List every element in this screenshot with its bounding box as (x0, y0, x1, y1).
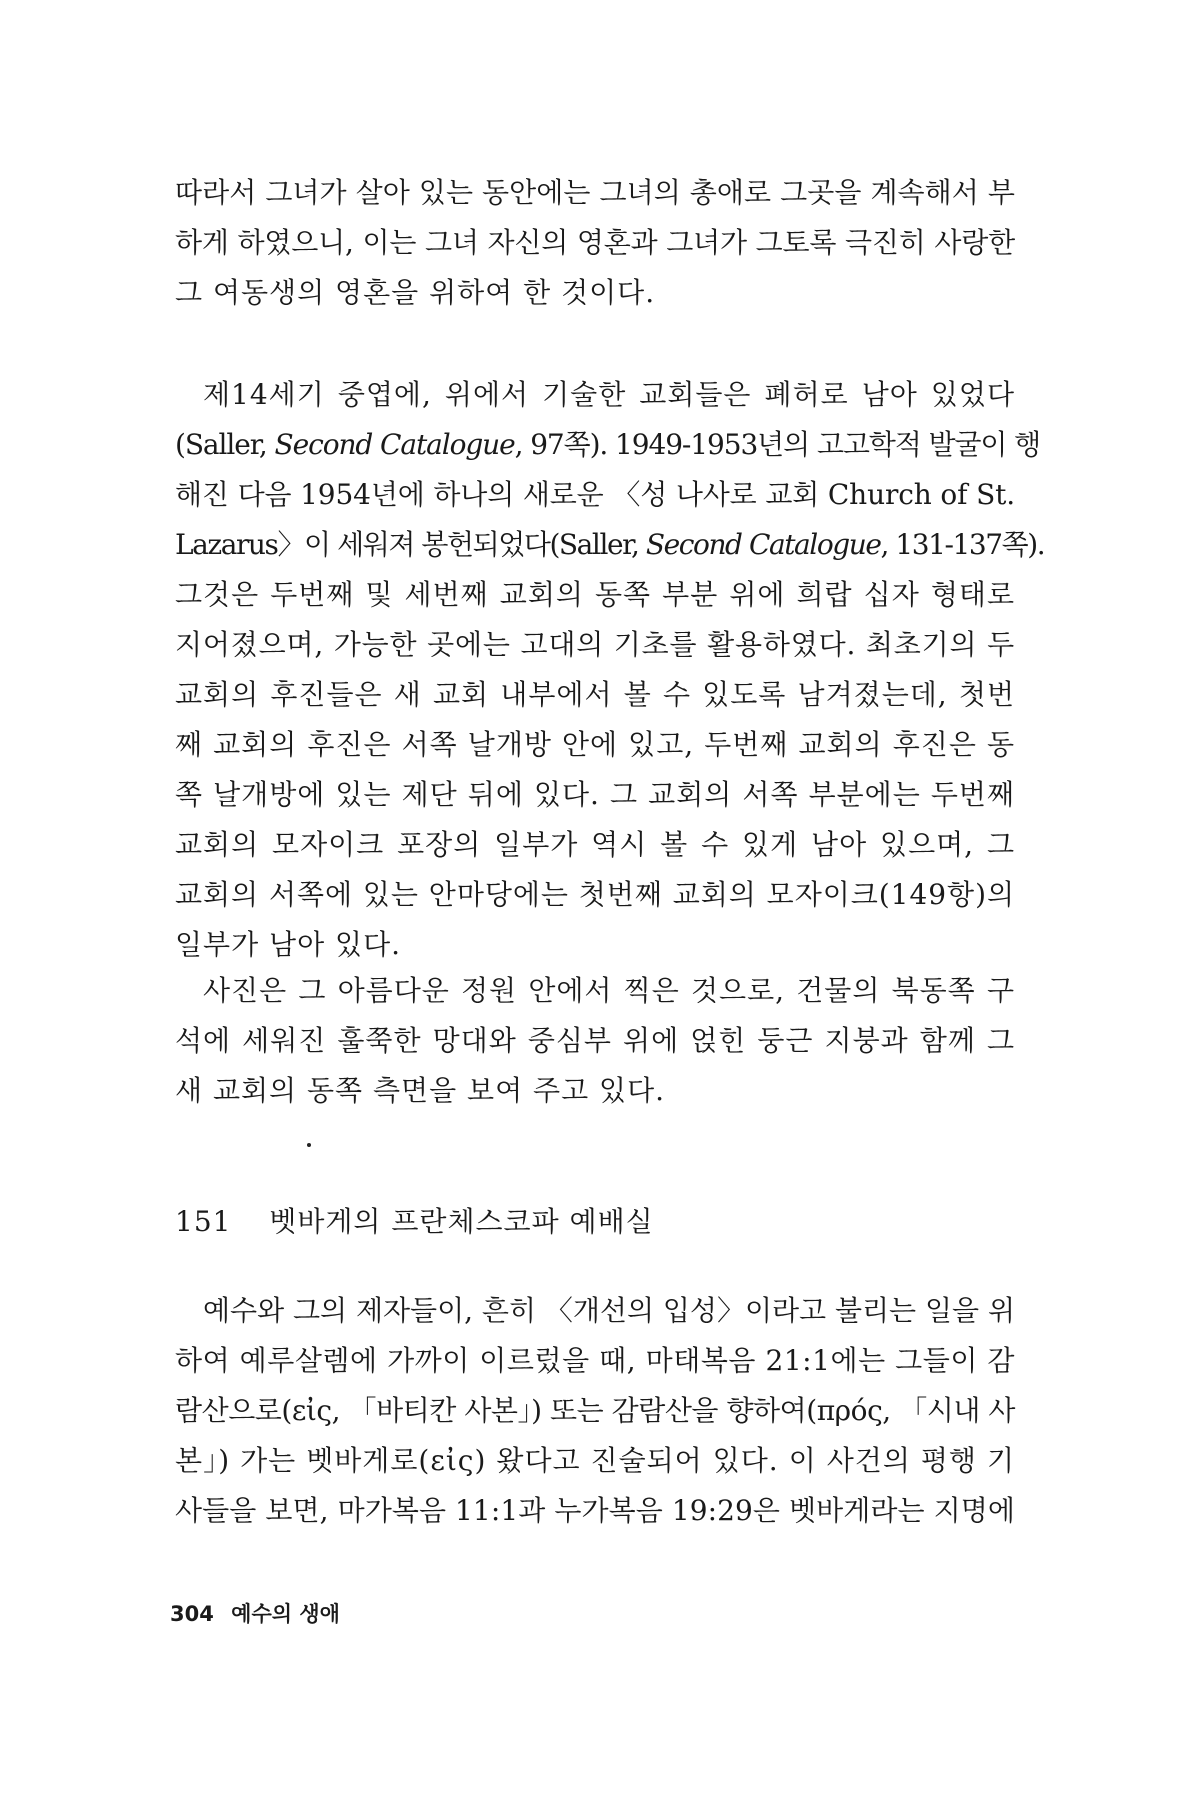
text-line: 쪽 날개방에 있는 제단 뒤에 있다. 그 교회의 서쪽 부분에는 두번째 (175, 778, 1015, 811)
section-heading (175, 1200, 654, 1240)
text-span: Lazarus〉이 세워져 봉헌되었다(Saller, (175, 528, 646, 561)
text-line: 사진은 그 아름다운 정원 안에서 찍은 것으로, 건물의 북동쪽 구 (203, 974, 1015, 1007)
text-line: 교회의 서쪽에 있는 안마당에는 첫번째 교회의 모자이크(149항)의 (175, 878, 1015, 911)
paragraph-1 (175, 168, 1015, 318)
section-title: 벳바게의 프란체스코파 예배실 (269, 1205, 654, 1238)
page-footer (170, 1598, 340, 1628)
running-title: 예수의 생애 (231, 1602, 340, 1626)
text-line: 일부가 남아 있다. (175, 928, 402, 961)
text-line: 사들을 보면, 마가복음 11:1과 누가복음 19:29은 벳바게라는 지명에 (175, 1494, 1015, 1527)
text-line: 교회의 후진들은 새 교회 내부에서 볼 수 있도록 남겨졌는데, 첫번 (175, 678, 1015, 711)
paragraph-3 (175, 966, 1015, 1116)
text-line: 하여 예루살렘에 가까이 이르렀을 때, 마태복음 21:1에는 그들이 감 (175, 1344, 1015, 1377)
text-line (175, 420, 1041, 470)
text-line (175, 520, 1045, 570)
text-span: , 97쪽). 1949-1953년의 고고학적 발굴이 행 (514, 428, 1041, 461)
text-line (175, 370, 1015, 420)
text-line: 째 교회의 후진은 서쪽 날개방 안에 있고, 두번째 교회의 후진은 동 (175, 728, 1015, 761)
paragraph-2 (175, 370, 1045, 970)
text-line: 따라서 그녀가 살아 있는 동안에는 그녀의 총애로 그곳을 계속해서 부 (175, 176, 1015, 209)
text-line: 하게 하였으니, 이는 그녀 자신의 영혼과 그녀가 그토록 극진히 사랑한 (175, 226, 1015, 259)
text-line: 예수와 그의 제자들이, 흔히 〈개선의 입성〉이라고 불리는 일을 위 (203, 1294, 1015, 1327)
text-span: 제14세기 중엽에, 위에서 기술한 교회들은 폐허로 남아 있었다 (203, 378, 1015, 411)
italic-title: Second Catalogue (274, 428, 515, 461)
text-line: 본」) 가는 벳바게로(εἰς) 왔다고 진술되어 있다. 이 사건의 평행 기 (175, 1444, 1015, 1477)
text-span: , 131-137쪽). (880, 528, 1045, 561)
text-line: 지어졌으며, 가능한 곳에는 고대의 기초를 활용하였다. 최초기의 두 (175, 628, 1015, 661)
stray-dot (307, 1143, 311, 1147)
text-line: 그 여동생의 영혼을 위하여 한 것이다. (175, 276, 656, 309)
text-line: 람산으로(εἰς, 「바티칸 사본」) 또는 감람산을 향하여(πρός, 「시내 사 (175, 1394, 1015, 1427)
text-line: 해진 다음 1954년에 하나의 새로운 〈성 나사로 교회 Church of St. (175, 478, 1015, 511)
paragraph-4 (175, 1286, 1015, 1536)
text-line: 그것은 두번째 및 세번째 교회의 동쪽 부분 위에 희랍 십자 형태로 (175, 578, 1015, 611)
text-line: 석에 세워진 훌쭉한 망대와 중심부 위에 얹힌 둥근 지붕과 함께 그 (175, 1024, 1015, 1057)
text-line: 교회의 모자이크 포장의 일부가 역시 볼 수 있게 남아 있으며, 그 (175, 828, 1015, 861)
page-number: 304 (170, 1602, 214, 1626)
text-span: (Saller, (175, 428, 275, 461)
section-number: 151 (175, 1205, 232, 1238)
italic-title: Second Catalogue (645, 528, 881, 561)
text-line: 새 교회의 동쪽 측면을 보여 주고 있다. (175, 1074, 666, 1107)
